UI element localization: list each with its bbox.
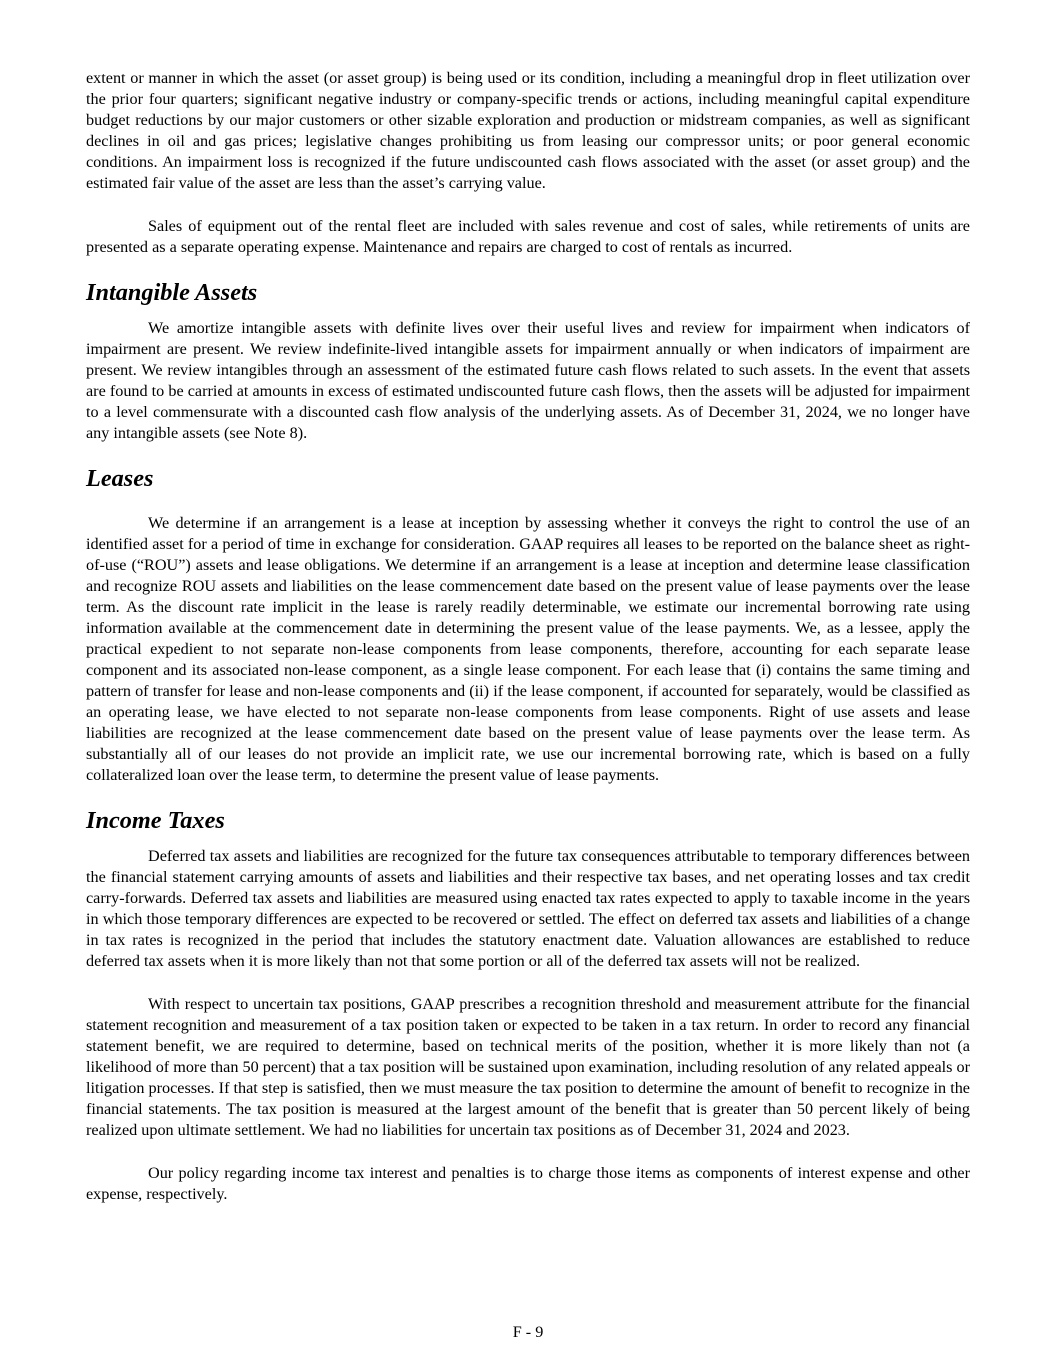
section-heading: Income Taxes: [86, 807, 225, 834]
document-content: [86, 68, 970, 1205]
section-heading: Intangible Assets: [86, 279, 258, 306]
section-heading: Leases: [86, 465, 154, 492]
page-number: F - 9: [512, 1323, 544, 1341]
paragraph: With respect to uncertain tax positions, GAAP prescribes a recognition threshold and measurement attribute for the financial statement recognition and measurement of a tax position taken or expected to be taken in a tax return. In order to record any financial statement benefit, we are required to determine, based on technical merits of the position, whether it is more likely than not (a likelihood of more than 50 percent) that a tax position will be sustained upon examination, including resolution of any related appeals or litigation processes. If that step is satisfied, then we must measure the tax position to determine the amount of benefit to recognize in the financial statements. The tax position is measured at the largest amount of the benefit that is greater than 50 percent likely of being realized upon ultimate settlement. We had no liabilities for uncertain tax positions as of December 31, 2024 and 2023.: [86, 995, 970, 1139]
paragraph: We amortize intangible assets with definite lives over their useful lives and review for impairment when indicators of impairment are present. We review indefinite-lived intangible assets for impairment annually or when indicators of impairment are present. We review intangibles through an assessment of the estimated future cash flows related to such assets. In the event that assets are found to be carried at amounts in excess of estimated undiscounted future cash flows, then the assets will be adjusted for impairment to a level commensurate with a discounted cash flow analysis of the underlying assets. As of December 31, 2024, we no longer have any intangible assets (see Note 8).: [86, 319, 970, 442]
paragraph: extent or manner in which the asset (or asset group) is being used or its condition, including a meaningful drop in fleet utilization over the prior four quarters; significant negative industry or company-specific trends or actions, including meaningful capital expenditure budget reductions by our major customers or other sizable exploration and production or midstream companies, as well as significant declines in oil and gas prices; legislative changes prohibiting us from leasing our compressor units; or poor general economic conditions. An impairment loss is recognized if the future undiscounted cash flows associated with the asset (or asset group) and the estimated fair value of the asset are less than the asset’s carrying value.: [86, 69, 970, 192]
paragraph: Sales of equipment out of the rental fleet are included with sales revenue and cost of sales, while retirements of units are presented as a separate operating expense. Maintenance and repairs are charged to cost of rentals as incurred.: [86, 217, 970, 256]
paragraph: We determine if an arrangement is a lease at inception by assessing whether it conveys the right to control the use of an identified asset for a period of time in exchange for consideration. GAAP requires all leases to be reported on the balance sheet as right-of-use (“ROU”) assets and lease obligations. We determine if an arrangement is a lease at inception and determine lease classification and recognize ROU assets and liabilities on the lease commencement date based on the present value of lease payments over the lease term. As the discount rate implicit in the lease is rarely readily determinable, we estimate our incremental borrowing rate using information available at the commencement date in determining the present value of the lease payments. We, as a lessee, apply the practical expedient to not separate non-lease components from lease components, therefore, accounting for each separate lease component and its associated non-lease component, as a single lease component. For each lease that (i) contains the same timing and pattern of transfer for lease and non-lease components and (ii) if the lease component, if accounted for separately, would be classified as an operating lease, we have elected to not separate non-lease components from lease components. Right of use assets and lease liabilities are recognized at the lease commencement date based on the present value of lease payments over the lease term. As substantially all of our leases do not provide an implicit rate, we use our incremental borrowing rate, which is based on a fully collateralized loan over the lease term, to determine the present value of lease payments.: [86, 514, 970, 784]
paragraph: Deferred tax assets and liabilities are recognized for the future tax consequences attributable to temporary differences between the financial statement carrying amounts of assets and liabilities and their respective tax bases, and net operating losses and tax credit carry-forwards. Deferred tax assets and liabilities are measured using enacted tax rates expected to apply to taxable income in the years in which those temporary differences are expected to be recovered or settled. The effect on deferred tax assets and liabilities of a change in tax rates is recognized in the period that includes the statutory enactment date. Valuation allowances are established to reduce deferred tax assets when it is more likely than not that some portion or all of the deferred tax assets will not be realized.: [86, 847, 970, 970]
page-footer: [86, 1282, 970, 1343]
paragraph: Our policy regarding income tax interest and penalties is to charge those items as components of interest expense and other expense, respectively.: [86, 1164, 970, 1203]
